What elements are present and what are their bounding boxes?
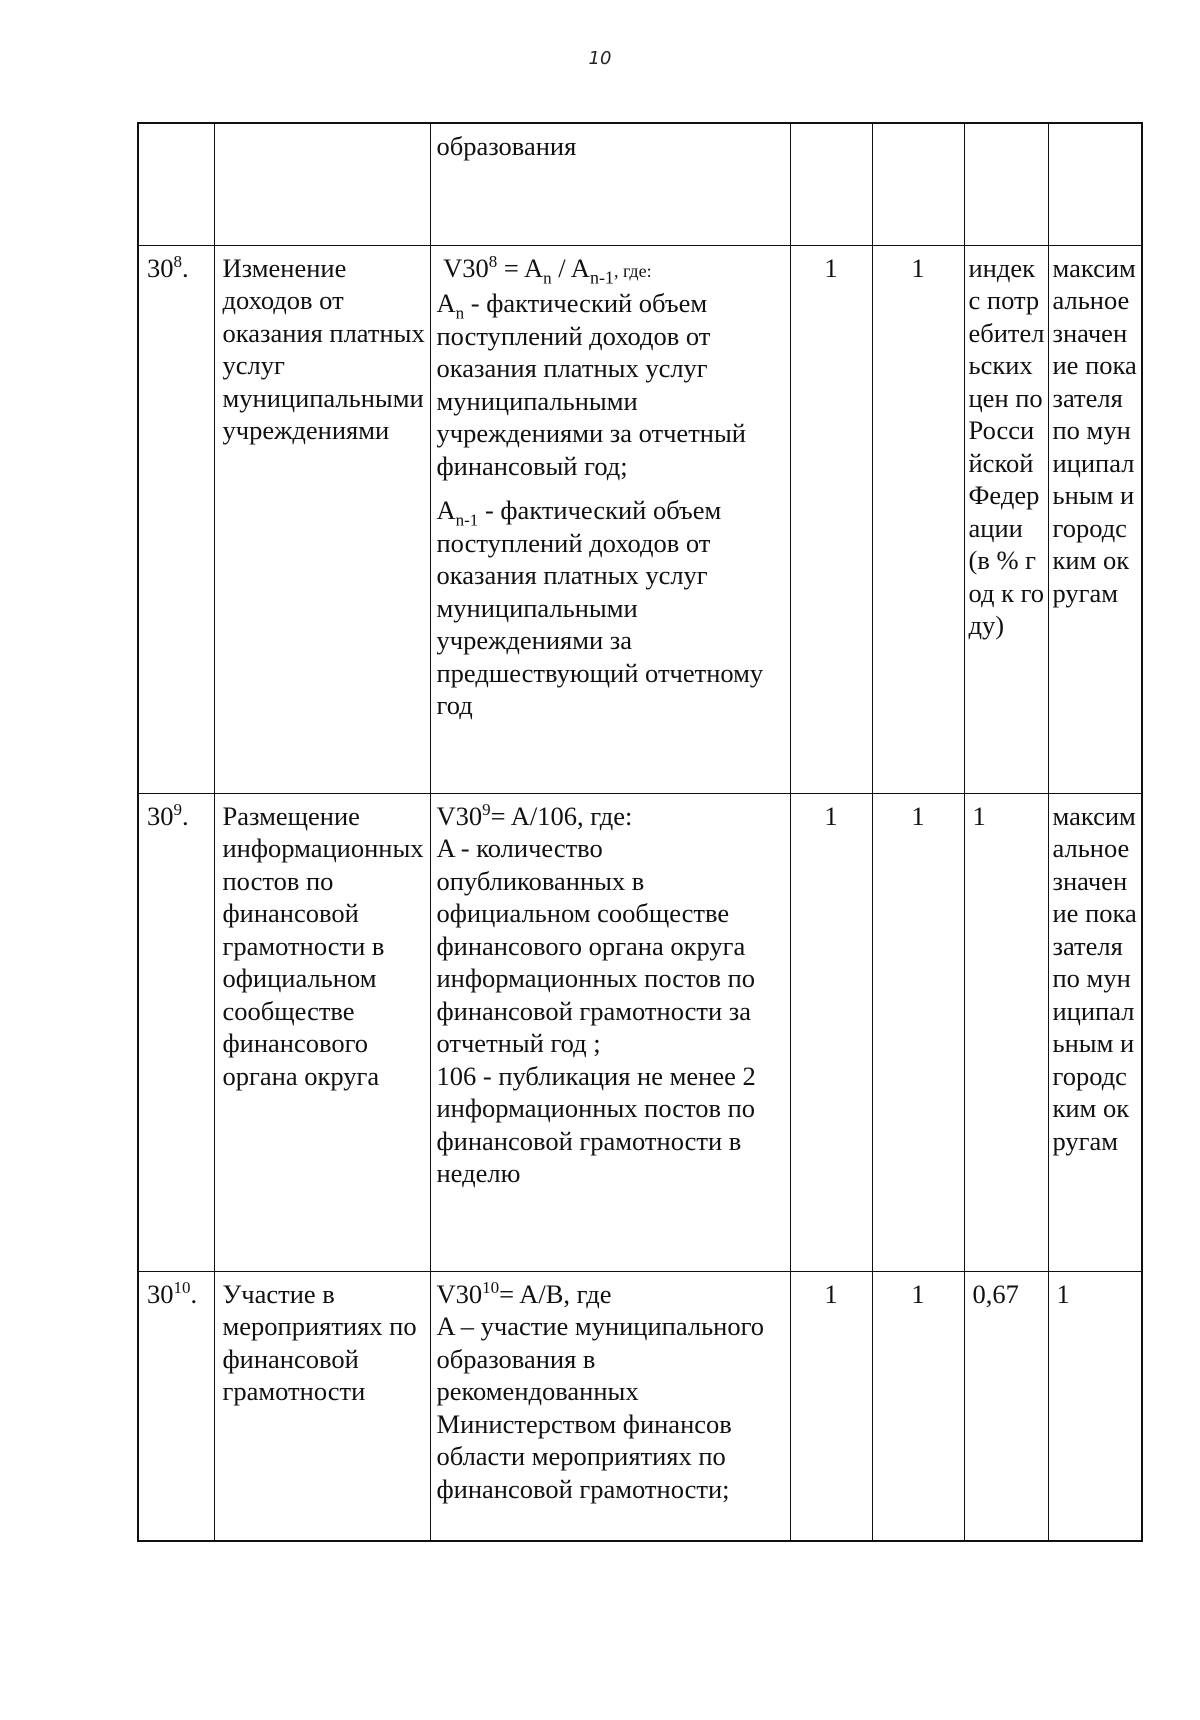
value-cell: 1 [1048, 1271, 1142, 1541]
table-row [138, 123, 1142, 245]
formula-cell [430, 793, 790, 1271]
formula-definition: A - количество опубликованных в официальном сообществе финансового органа округа информационных постов по финансовой грамотности за отчетный год ; [436, 833, 756, 1058]
formula-definition: 106 - публикация не менее 2 информационных постов по финансовой грамотности в неделю [436, 1060, 756, 1188]
value-cell: 1 [790, 1271, 872, 1541]
row-number-cell: $30^{10}$. [138, 1271, 214, 1541]
value-cell [872, 123, 964, 245]
row-number-cell: $30^9$. [138, 793, 214, 1271]
value-cell: 0,67 [964, 1271, 1048, 1541]
formula-cell [430, 1271, 790, 1541]
table-row [138, 1271, 1142, 1541]
formula-definition: $A_n$ - фактический объем поступлений доходов от оказания платных услуг муниципальными учреждениями за отчетный финансовый год; [436, 288, 746, 481]
row-number-cell [138, 123, 214, 245]
value-cell: 1 [790, 793, 872, 1271]
value-cell [790, 123, 872, 245]
formula-cell [430, 123, 790, 245]
row-number-cell: $30^8$. [138, 245, 214, 793]
indicator-table [137, 122, 1143, 1542]
page-number: 10 [588, 48, 612, 69]
indicator-name-cell: Размещение информационных постов по финансовой грамотности в официальном сообществе финансового органа округа [214, 793, 430, 1271]
indicator-name-cell: Изменение доходов от оказания платных услуг муниципальными учреждениями [214, 245, 430, 793]
value-cell [964, 123, 1048, 245]
formula-definition: $A_{n-1}$ - фактический объем поступлений доходов от оказания платных услуг муниципальными учреждениями за предшествующий отчетному год [436, 495, 764, 720]
formula-head: $V30^8 = A_n / A_{n-1}$, где: [443, 251, 652, 287]
formula-definition: A – участие муниципального образования в рекомендованных Министерством финансов области мероприятиях по финансовой грамотности; [436, 1311, 765, 1504]
value-cell: 1 [872, 793, 964, 1271]
value-cell [1048, 123, 1142, 245]
indicator-name-cell [214, 123, 430, 245]
formula-head: $V30^9= A/106$, где: [436, 799, 633, 831]
formula-head: $V30^{10}= A/B$, где [436, 1277, 612, 1309]
table-row [138, 245, 1142, 793]
value-cell: 1 [872, 245, 964, 793]
indicator-name-cell: Участие в мероприятиях по финансовой грамотности [214, 1271, 430, 1541]
value-cell: 1 [964, 793, 1048, 1271]
value-cell: максимальное значение показателя по муниципальным и городским округам [1048, 793, 1142, 1271]
formula-cell [430, 245, 790, 793]
value-cell: максимальное значение показателя по муниципальным и городским округам [1048, 245, 1142, 793]
value-cell: индекс потребительских цен по Российской Федерации (в % год к году) [964, 245, 1048, 793]
table-row [138, 793, 1142, 1271]
value-cell: 1 [790, 245, 872, 793]
value-cell: 1 [872, 1271, 964, 1541]
formula-text: образования [436, 131, 577, 161]
